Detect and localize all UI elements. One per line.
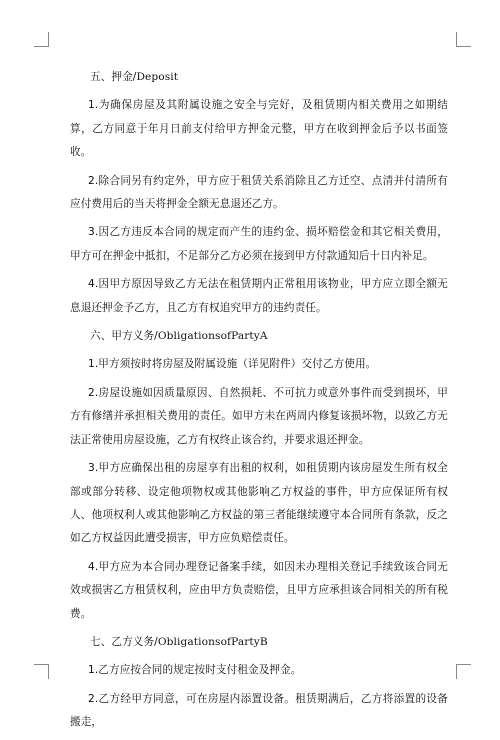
paragraph: 1.为确保房屋及其附属设施之安全与完好，及租赁期内相关费用之如期结算，乙方同意于年月日前支付给甲方押金元整，甲方在收到押金后予以书面签收。 [70, 99, 448, 159]
paragraph: 2.房屋设施如因质量原因、自然损耗、不可抗力或意外事件而受到损坏，甲方有修缮并承担相关费用的责任。如甲方未在两周内修复该损坏物，以致乙方无法正常使用房屋设施，乙方有权终止该合约，并要求退还押金。 [70, 386, 448, 446]
paragraph: 4.甲方应为本合同办理登记备案手续，如因未办理相关登记手续致该合同无效或损害乙方租赁权利，应由甲方负责赔偿，且甲方应承担该合同相关的所有税费。 [70, 560, 448, 620]
crop-mark-top-left [34, 32, 49, 47]
section-heading-party-b [90, 631, 448, 654]
heading-cn: 五、押金/ [90, 71, 137, 83]
paragraph: 3.甲方应确保出租的房屋享有出租的权利，如租赁期内该房屋发生所有权全部或部分转移、设定他项物权或其他影响乙方权益的事件，甲方应保证所有权人、他项权利人或其他影响乙方权益的第三者能继续遵守本合同所有条款，反之如乙方权益因此遭受损害，甲方应负赔偿责任。 [70, 462, 448, 545]
crop-mark-top-right [456, 32, 471, 47]
crop-mark-bottom-right [456, 664, 471, 679]
section-heading-deposit [90, 66, 448, 89]
heading-en: ObligationsofPartyA [157, 330, 268, 343]
paragraph: 1.乙方应按合同的规定按时支付租金及押金。 [88, 664, 302, 677]
section-heading-party-a [90, 325, 448, 348]
paragraph: 1.甲方须按时将房屋及附属设施（详见附件）交付乙方使用。 [88, 358, 377, 371]
heading-en: ObligationsofPartyB [157, 635, 268, 648]
heading-cn: 六、甲方义务/ [90, 330, 158, 343]
paragraph: 4.因甲方原因导致乙方无法在租赁期内正常租用该物业，甲方应立即全额无息退还押金予乙方，且乙方有权追究甲方的违约责任。 [70, 278, 448, 314]
paragraph: 2.除合同另有约定外，甲方应于租赁关系消除且乙方迁空、点清并付清所有应付费用后的当天将押金全额无息退还乙方。 [70, 174, 448, 211]
paragraph: 3.因乙方违反本合同的规定而产生的违约金、损坏赔偿金和其它相关费用，甲方可在押金中抵扣，不足部分乙方必须在接到甲方付款通知后十日内补足。 [70, 226, 448, 262]
paragraph: 2.乙方经甲方同意，可在房屋内添置设备。租赁期满后，乙方将添置的设备搬走， [70, 692, 448, 729]
heading-cn: 七、乙方义务/ [90, 635, 158, 648]
heading-en: Deposit [136, 71, 179, 83]
document-body [70, 66, 448, 740]
crop-mark-bottom-left [34, 664, 49, 679]
